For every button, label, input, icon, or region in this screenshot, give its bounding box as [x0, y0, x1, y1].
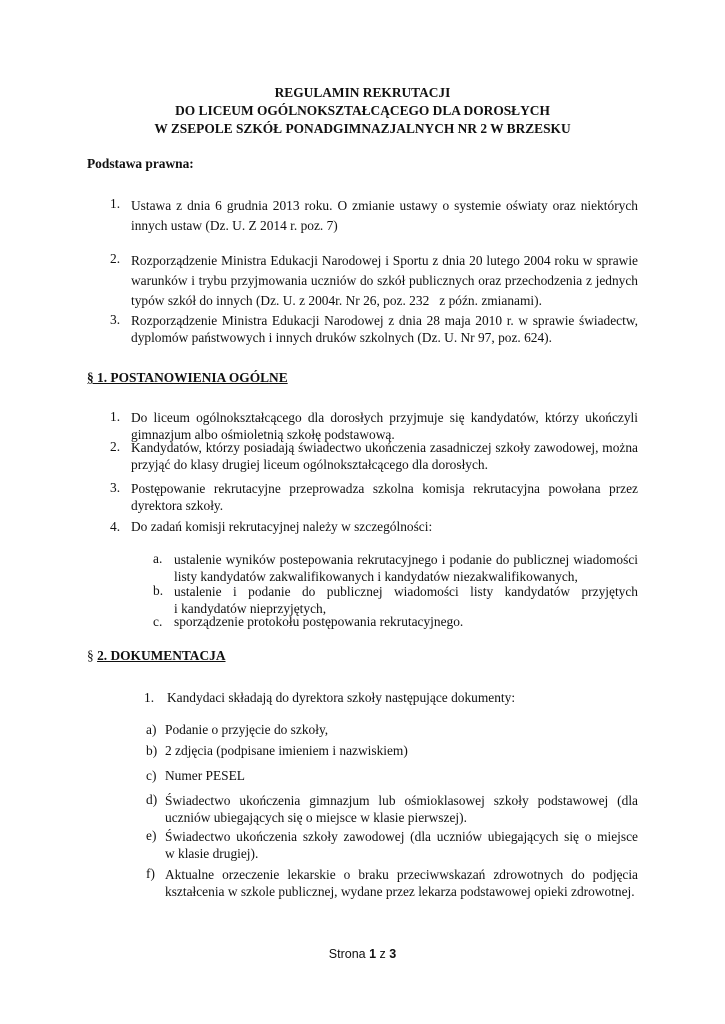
doc-b-number: b): [146, 743, 158, 758]
doc-a-text: Podanie o przyjęcie do szkoły,: [165, 722, 329, 737]
doc-e-line-2: w klasie drugiej).: [165, 846, 259, 861]
s1-item-3-line-2: dyrektora szkoły.: [131, 498, 224, 513]
s1-item-3: [131, 480, 638, 514]
s2-item-1-text: Kandydaci składają do dyrektora szkoły następujące dokumenty:: [167, 690, 516, 705]
s1-sub-a-line-2: listy kandydatów zakwalifikowanych i kandydatów niezakwalifikowanych,: [174, 569, 578, 584]
doc-c-text: Numer PESEL: [165, 768, 245, 783]
legal-item-2-line-3: typów szkół do innych (Dz. U. z 2004r. Nr 26, poz. 232 z późn. zmianami).: [131, 293, 542, 308]
doc-e-number: e): [146, 828, 157, 843]
legal-item-1: [131, 196, 638, 236]
section-2-heading: [87, 648, 226, 664]
legal-item-2-number: 2.: [110, 251, 121, 266]
doc-d-number: d): [146, 792, 158, 807]
s1-sub-b: [174, 583, 638, 617]
footer-page-total: 3: [389, 947, 397, 961]
legal-item-2-line-2: warunków i trybu przyjmowania uczniów do szkół publicznych oraz przechodzenia z jednych: [131, 273, 638, 288]
s1-item-2: [131, 439, 638, 473]
title-line-3: W ZSEPOLE SZKÓŁ PONADGIMNAZJALNYCH NR 2 W BRZESKU: [154, 121, 571, 136]
legal-item-1-number: 1.: [110, 196, 121, 211]
s1-item-2-line-2: przyjąć do klasy drugiej liceum ogólnokształcącego dla dorosłych.: [131, 457, 488, 472]
legal-item-1-line-2: innych ustaw (Dz. U. Z 2014 r. poz. 7): [131, 218, 338, 233]
s1-item-1-line-2: gimnazjum albo ośmioletnią szkołę podstawową.: [131, 427, 395, 442]
section-2-symbol: §: [87, 648, 94, 663]
legal-item-3-line-1: Rozporządzenie Ministra Edukacji Narodowej z dnia 28 maja 2010 r. w sprawie świadectw,: [131, 313, 638, 328]
section-1-heading: § 1. POSTANOWIENIA OGÓLNE: [87, 370, 288, 385]
s1-sub-a-number: a.: [153, 551, 163, 566]
doc-f-number: f): [146, 866, 155, 881]
doc-f: [165, 866, 638, 900]
s1-sub-b-line-2: i kandydatów nieprzyjętych,: [174, 601, 327, 616]
doc-e: [165, 828, 638, 862]
s1-item-1-line-1: Do liceum ogólnokształcącego dla dorosłych przyjmuje się kandydatów, którzy ukończyli: [131, 410, 638, 425]
doc-b-text: 2 zdjęcia (podpisane imieniem i nazwiskiem): [165, 743, 408, 758]
s1-sub-b-number: b.: [153, 583, 164, 598]
legal-item-3: [131, 312, 638, 346]
legal-item-3-number: 3.: [110, 312, 121, 327]
legal-basis-heading: Podstawa prawna:: [87, 156, 194, 171]
doc-c-number: c): [146, 768, 157, 783]
legal-item-1-line-1: Ustawa z dnia 6 grudnia 2013 roku. O zmianie ustawy o systemie oświaty oraz niektórych: [131, 198, 638, 213]
title-line-2: DO LICEUM OGÓLNOKSZTAŁCĄCEGO DLA DOROSŁYCH: [175, 103, 550, 118]
doc-f-line-1: Aktualne orzeczenie lekarskie o braku przeciwwskazań zdrowotnych do podjęcia: [165, 867, 638, 882]
page-footer: [0, 947, 725, 961]
doc-e-line-1: Świadectwo ukończenia szkoły zawodowej (dla uczniów ubiegających się o miejsce: [165, 829, 638, 844]
footer-page-number: 1: [369, 947, 377, 961]
s1-item-1-number: 1.: [110, 409, 121, 424]
title-line-1: REGULAMIN REKRUTACJI: [274, 85, 451, 100]
section-2-title: 2. DOKUMENTACJA: [97, 648, 226, 663]
s1-sub-a-line-1: ustalenie wyników postepowania rekrutacyjnego i podanie do publicznej wiadomości: [174, 552, 638, 567]
document-title: [0, 84, 725, 138]
doc-f-line-2: kształcenia w szkole publicznej, wydane przez lekarza podstawowej opieki zdrowotnej.: [165, 884, 635, 899]
s1-item-4-number: 4.: [110, 519, 121, 534]
doc-d-line-2: uczniów ubiegających się o miejsce w klasie pierwszej).: [165, 810, 467, 825]
s1-item-4-text: Do zadań komisji rekrutacyjnej należy w szczególności:: [131, 519, 433, 534]
s1-sub-c-number: c.: [153, 614, 163, 629]
s1-sub-a: [174, 551, 638, 585]
s2-item-1-number: 1.: [144, 690, 155, 705]
s1-item-3-line-1: Postępowanie rekrutacyjne przeprowadza szkolna komisja rekrutacyjna powołana przez: [131, 481, 638, 496]
doc-d-line-1: Świadectwo ukończenia gimnazjum lub ośmioklasowej szkoły podstawowej (dla: [165, 793, 638, 808]
s1-item-1: [131, 409, 638, 443]
footer-prefix: Strona: [328, 947, 370, 961]
s1-item-2-number: 2.: [110, 439, 121, 454]
legal-item-2: [131, 251, 638, 311]
s1-item-2-line-1: Kandydatów, którzy posiadają świadectwo ukończenia zasadniczej szkoły zawodowej, można: [131, 440, 638, 455]
s1-item-3-number: 3.: [110, 480, 121, 495]
footer-middle: z: [376, 947, 390, 961]
legal-item-2-line-1: Rozporządzenie Ministra Edukacji Narodowej i Sportu z dnia 20 lutego 2004 roku w sprawie: [131, 253, 638, 268]
s1-sub-c-text: sporządzenie protokołu postępowania rekrutacyjnego.: [174, 614, 464, 629]
legal-item-3-line-2: dyplomów państwowych i innych druków szkolnych (Dz. U. Nr 97, poz. 624).: [131, 330, 552, 345]
doc-a-number: a): [146, 722, 157, 737]
s1-sub-b-line-1: ustalenie i podanie do publicznej wiadomości listy kandydatów przyjętych: [174, 584, 638, 599]
doc-d: [165, 792, 638, 826]
